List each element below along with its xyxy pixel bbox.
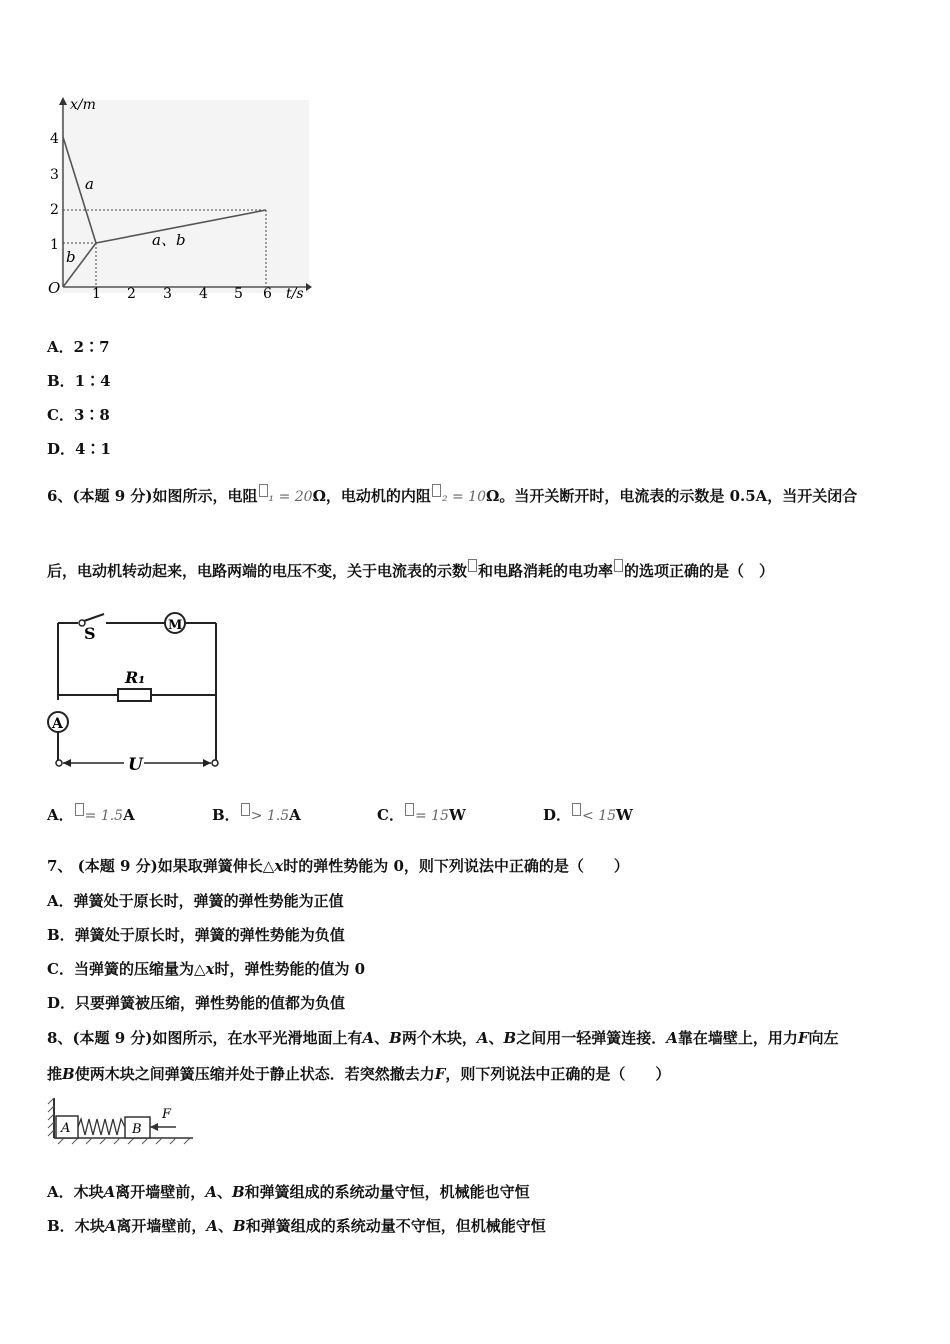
option-variable: A [103, 1183, 116, 1201]
motor-label: M [168, 618, 183, 633]
stem-text: 、 [374, 1029, 390, 1047]
q7-stem [47, 855, 629, 876]
floor-hatch [72, 1138, 78, 1144]
floor-hatch [170, 1138, 176, 1144]
stem-variable: A [666, 1029, 678, 1047]
arrowhead-right-icon [203, 759, 211, 767]
option-label: A． [47, 1183, 74, 1201]
option-text: 和弹簧组成的系统动量守恒，机械能也守恒 [244, 1183, 530, 1201]
question-number: 7、 [47, 857, 73, 875]
line-ab-label: a、b [152, 231, 186, 249]
resistor-label: R₁ [125, 668, 146, 687]
option-text: 弹簧处于原长时，弹簧的弹性势能为负值 [74, 926, 345, 944]
option-unit: A [123, 806, 135, 824]
stem-text: 两个木块， [401, 1029, 477, 1047]
block-b-label: B [132, 1122, 142, 1137]
option-expression: = 15 [414, 808, 449, 824]
option-label: D． [47, 994, 76, 1012]
option-variable: B [233, 1217, 246, 1235]
stem-text: 推 [47, 1065, 63, 1083]
switch-label: S [84, 624, 96, 643]
option-text: 离开墙壁前， [116, 1217, 207, 1235]
floor-hatch [100, 1138, 106, 1144]
line-a-label: a [85, 175, 94, 193]
option-label: A． [47, 338, 74, 356]
option-text: 木块 [73, 1183, 104, 1201]
option-variable: A [104, 1217, 117, 1235]
option-text: 只要弹簧被压缩，弹性势能的值都为负值 [75, 994, 346, 1012]
q5-option-d [47, 438, 111, 459]
x-t-graph [44, 95, 314, 305]
terminal-left-icon [56, 760, 62, 766]
stem-variable: A [476, 1029, 489, 1047]
option-expression: > 1.5 [250, 808, 290, 824]
stem-variable: F [797, 1029, 809, 1047]
q7-option-b [47, 924, 345, 945]
x-tick: 1 [92, 286, 101, 302]
terminal-right-icon [212, 760, 218, 766]
image-placeholder-icon [405, 803, 414, 816]
x-axis-label: t/s [286, 286, 304, 302]
stem-text: 、 [488, 1029, 504, 1047]
stem-text: Ω。当开关断开时，电流表的示数是 0.5A，当开关闭合 [486, 487, 858, 505]
circuit-diagram [44, 605, 229, 775]
option-unit: W [616, 806, 633, 824]
question-number: 6、 [47, 487, 73, 505]
spring-icon [78, 1119, 125, 1135]
option-variable: x [205, 960, 215, 978]
floor-hatch [142, 1138, 148, 1144]
image-placeholder-icon [259, 484, 268, 497]
image-placeholder-icon [614, 559, 623, 572]
q8-option-a [47, 1181, 530, 1202]
option-label: A． [47, 806, 74, 824]
stem-text: 靠在墙壁上，用力 [677, 1029, 798, 1047]
resistor-icon [118, 689, 151, 701]
stem-variable: B [503, 1029, 517, 1047]
option-unit: W [448, 806, 466, 824]
y-tick: 3 [50, 167, 59, 183]
option-label: D． [543, 806, 572, 824]
ammeter-label: A [52, 716, 63, 732]
option-label: A． [47, 892, 74, 910]
q7-option-d [47, 992, 345, 1013]
image-placeholder-icon [468, 559, 477, 572]
option-text: 当弹簧的压缩量为△ [73, 960, 206, 978]
option-label: B． [47, 926, 75, 944]
q5-option-a [47, 336, 110, 357]
option-text: 离开墙壁前， [115, 1183, 206, 1201]
stem-text: 之间用一轻弹簧连接． [516, 1029, 667, 1047]
q6-option-d [543, 803, 633, 825]
option-variable: A [205, 1183, 217, 1201]
q5-option-b [47, 370, 111, 391]
force-arrowhead-icon [150, 1123, 158, 1131]
y-tick: 1 [50, 237, 59, 253]
stem-text: 使两木块之间弹簧压缩并处于静止状态．若突然撤去力 [74, 1065, 435, 1083]
option-variable: B [231, 1183, 245, 1201]
option-text: 木块 [74, 1217, 105, 1235]
q6-stem-line2 [47, 559, 774, 581]
floor-hatch [156, 1138, 162, 1144]
floor-hatch [128, 1138, 134, 1144]
stem-text: (本题 9 分)如果取弹簧伸长△ [77, 857, 275, 875]
stem-text: ，则下列说法中正确的是（ ） [445, 1065, 671, 1083]
q8-stem-line2 [47, 1063, 670, 1084]
x-tick: 5 [234, 286, 243, 302]
block-a-label: A [61, 1121, 71, 1136]
option-text: 4∶1 [75, 440, 111, 458]
option-label: B． [212, 806, 240, 824]
image-placeholder-icon [241, 803, 250, 816]
question-number: 8、 [47, 1029, 73, 1047]
origin-label: O [48, 279, 61, 297]
y-tick: 4 [50, 131, 59, 147]
option-text: 、 [216, 1183, 232, 1201]
q7-option-c [47, 958, 365, 979]
option-label: B． [47, 372, 75, 390]
stem-text: 时的弹性势能为 0，则下列说法中正确的是（ ） [283, 857, 629, 875]
option-label: C． [377, 806, 404, 824]
q6-option-b [212, 803, 301, 825]
r2-expression: ₂ = 10 [441, 489, 486, 505]
image-placeholder-icon [572, 803, 581, 816]
image-placeholder-icon [432, 484, 441, 497]
floor-hatch [58, 1138, 64, 1144]
floor-hatch [114, 1138, 120, 1144]
stem-text: (本题 9 分)如图所示，电阻 [72, 487, 258, 505]
q8-option-b [47, 1215, 546, 1236]
y-tick: 2 [50, 202, 59, 218]
x-tick: 3 [163, 286, 172, 302]
option-text: 和弹簧组成的系统动量不守恒，但机械能守恒 [245, 1217, 546, 1235]
stem-variable: F [434, 1065, 446, 1083]
q6-option-a [47, 803, 135, 825]
stem-text: Ω，电动机的内阻 [312, 487, 431, 505]
option-text: 2∶7 [73, 338, 110, 356]
stem-text: 后，电动机转动起来，电路两端的电压不变，关于电流表的示数 [47, 562, 468, 580]
option-unit: A [289, 806, 301, 824]
arrowhead-left-icon [63, 759, 71, 767]
q5-option-c [47, 404, 110, 425]
stem-text: (本题 9 分)如图所示，在水平光滑地面上有 [72, 1029, 363, 1047]
x-tick: 4 [199, 286, 208, 302]
stem-variable: x [274, 857, 284, 875]
floor-hatch [184, 1138, 190, 1144]
force-label: F [162, 1107, 172, 1122]
image-placeholder-icon [75, 803, 84, 816]
stem-text: 和电路消耗的电功率 [478, 562, 614, 580]
stem-variable: B [389, 1029, 402, 1047]
voltage-label: U [128, 755, 143, 775]
q7-option-a [47, 890, 344, 911]
option-label: B． [47, 1217, 75, 1235]
x-tick: 6 [263, 286, 272, 302]
option-label: C． [47, 960, 74, 978]
floor-hatch [86, 1138, 92, 1144]
option-variable: A [206, 1217, 218, 1235]
option-text: 1∶4 [74, 372, 111, 390]
spring-blocks-figure [46, 1096, 198, 1148]
stem-text: 的选项正确的是（ ） [624, 562, 775, 580]
r1-expression: ₁ = 20 [268, 489, 313, 505]
option-expression: < 15 [582, 808, 617, 824]
stem-text: 向左 [808, 1029, 839, 1047]
q8-stem-line1 [47, 1027, 839, 1048]
y-axis-label: x/m [70, 97, 96, 113]
option-text: 弹簧处于原长时，弹簧的弹性势能为正值 [73, 892, 344, 910]
q6-stem-line1 [47, 484, 857, 506]
switch-blade-icon [84, 614, 104, 621]
line-b-label: b [66, 248, 76, 266]
graph-background [61, 100, 309, 293]
stem-variable: B [62, 1065, 75, 1083]
option-label: D． [47, 440, 76, 458]
stem-variable: A [362, 1029, 375, 1047]
option-text: 、 [218, 1217, 234, 1235]
option-text: 3∶8 [73, 406, 110, 424]
option-expression: = 1.5 [84, 808, 124, 824]
x-tick: 2 [127, 286, 136, 302]
option-label: C． [47, 406, 74, 424]
option-text: 时，弹性势能的值为 0 [214, 960, 366, 978]
q6-option-c [377, 803, 466, 825]
